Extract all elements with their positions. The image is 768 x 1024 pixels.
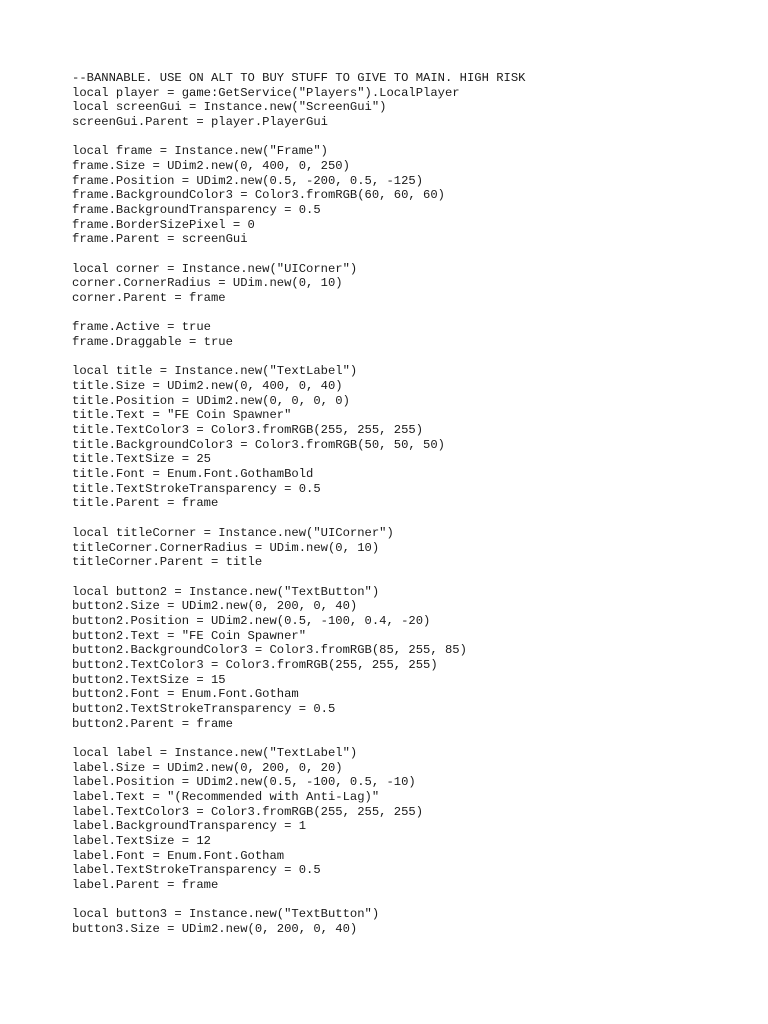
code-line: button2.Font = Enum.Font.Gotham xyxy=(72,687,299,702)
code-line: frame.Size = UDim2.new(0, 400, 0, 250) xyxy=(72,159,350,174)
code-line xyxy=(72,570,525,585)
code-line: local button2 = Instance.new("TextButton") xyxy=(72,584,380,599)
code-line: title.Position = UDim2.new(0, 0, 0, 0) xyxy=(72,393,350,408)
code-line: label.Font = Enum.Font.Gotham xyxy=(72,848,285,863)
code-line: --BANNABLE. USE ON ALT TO BUY STUFF TO GIVE TO MAIN. HIGH RISK xyxy=(72,71,526,85)
code-line: title.TextStrokeTransparency = 0.5 xyxy=(72,481,321,496)
code-line xyxy=(72,350,525,365)
code-line: title.Font = Enum.Font.GothamBold xyxy=(72,467,314,482)
code-line: local corner = Instance.new("UICorner") xyxy=(72,261,358,276)
code-line: label.Parent = frame xyxy=(72,877,219,892)
code-line: button2.TextSize = 15 xyxy=(72,672,226,687)
code-line: local titleCorner = Instance.new("UICorner") xyxy=(72,525,394,540)
code-line: local label = Instance.new("TextLabel") xyxy=(72,745,358,760)
code-line: local frame = Instance.new("Frame") xyxy=(72,144,328,159)
code-line: local player = game:GetService("Players").LocalPlayer xyxy=(72,85,460,100)
code-line: button2.TextColor3 = Color3.fromRGB(255, 255, 255) xyxy=(72,657,438,672)
code-line: button2.Parent = frame xyxy=(72,716,233,731)
code-line: label.Text = "(Recommended with Anti-Lag)" xyxy=(72,789,380,804)
code-line: corner.CornerRadius = UDim.new(0, 10) xyxy=(72,276,343,291)
code-line: local button3 = Instance.new("TextButton") xyxy=(72,907,380,922)
code-line: frame.Active = true xyxy=(72,320,211,335)
code-line: title.TextColor3 = Color3.fromRGB(255, 255, 255) xyxy=(72,423,424,438)
code-line: label.TextSize = 12 xyxy=(72,833,211,848)
code-line xyxy=(72,893,525,908)
code-line: frame.BorderSizePixel = 0 xyxy=(72,217,255,232)
code-line: local title = Instance.new("TextLabel") xyxy=(72,364,358,379)
code-line xyxy=(72,247,525,262)
code-line: titleCorner.CornerRadius = UDim.new(0, 10) xyxy=(72,540,380,555)
code-line: frame.Position = UDim2.new(0.5, -200, 0.5, -125) xyxy=(72,173,424,188)
code-line: button2.TextStrokeTransparency = 0.5 xyxy=(72,701,336,716)
code-block xyxy=(72,71,525,937)
code-line: button2.BackgroundColor3 = Color3.fromRGB(85, 255, 85) xyxy=(72,643,467,658)
code-line: button3.Size = UDim2.new(0, 200, 0, 40) xyxy=(72,921,358,936)
code-line: button2.Text = "FE Coin Spawner" xyxy=(72,628,307,643)
code-line xyxy=(72,306,525,321)
code-line xyxy=(72,511,525,526)
code-line: corner.Parent = frame xyxy=(72,291,226,306)
code-line: frame.Draggable = true xyxy=(72,335,233,350)
code-line: title.TextSize = 25 xyxy=(72,452,211,467)
code-line: label.Size = UDim2.new(0, 200, 0, 20) xyxy=(72,760,343,775)
code-line: label.BackgroundTransparency = 1 xyxy=(72,819,307,834)
code-line: label.Position = UDim2.new(0.5, -100, 0.5, -10) xyxy=(72,775,416,790)
code-line: button2.Position = UDim2.new(0.5, -100, 0.4, -20) xyxy=(72,613,431,628)
code-line: local screenGui = Instance.new("ScreenGui") xyxy=(72,100,387,115)
code-line: title.Size = UDim2.new(0, 400, 0, 40) xyxy=(72,379,343,394)
code-line: title.Text = "FE Coin Spawner" xyxy=(72,408,292,423)
code-line: label.TextColor3 = Color3.fromRGB(255, 255, 255) xyxy=(72,804,424,819)
code-line: frame.Parent = screenGui xyxy=(72,232,248,247)
code-line: button2.Size = UDim2.new(0, 200, 0, 40) xyxy=(72,599,358,614)
code-line: frame.BackgroundTransparency = 0.5 xyxy=(72,203,321,218)
code-line: title.BackgroundColor3 = Color3.fromRGB(50, 50, 50) xyxy=(72,437,445,452)
code-line: titleCorner.Parent = title xyxy=(72,555,263,570)
code-line: title.Parent = frame xyxy=(72,496,219,511)
code-line xyxy=(72,731,525,746)
code-line: screenGui.Parent = player.PlayerGui xyxy=(72,115,328,130)
code-line: frame.BackgroundColor3 = Color3.fromRGB(60, 60, 60) xyxy=(72,188,445,203)
code-line: label.TextStrokeTransparency = 0.5 xyxy=(72,863,321,878)
code-line xyxy=(72,130,525,145)
